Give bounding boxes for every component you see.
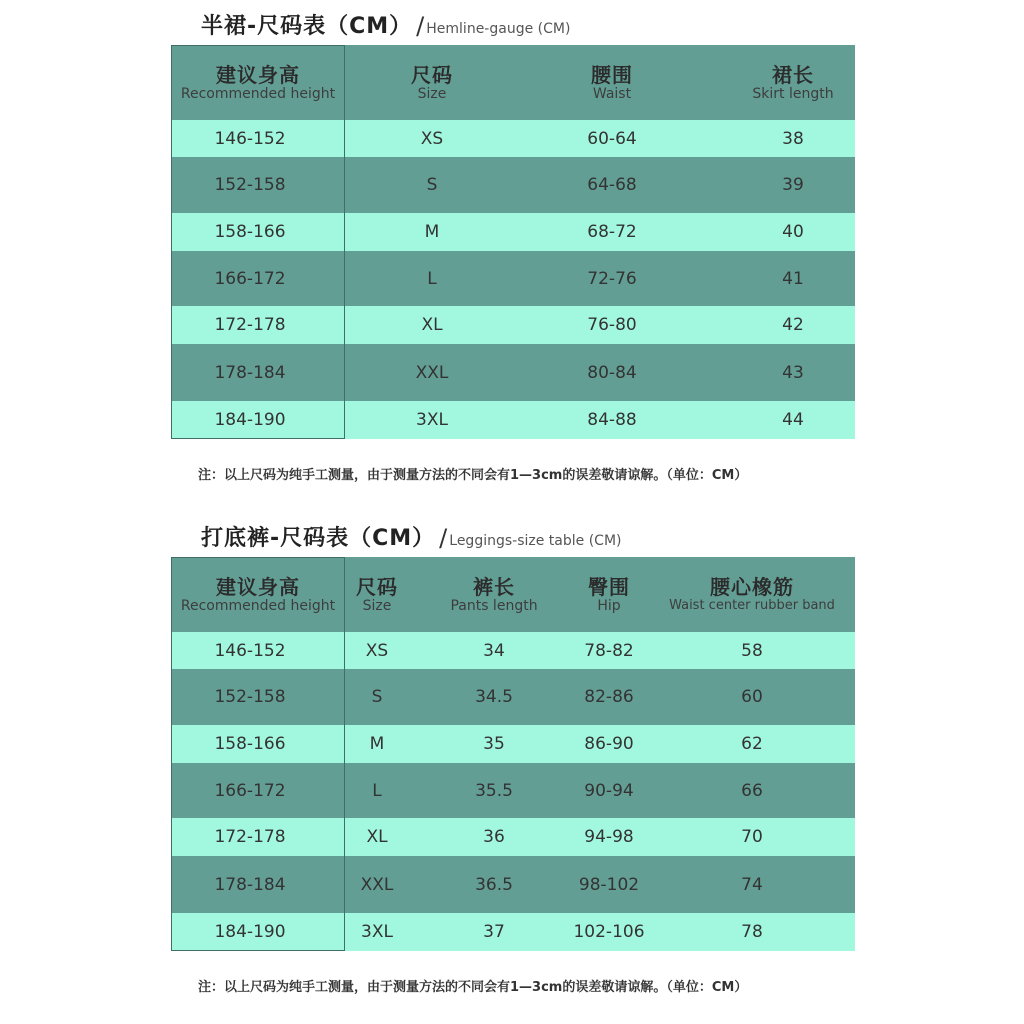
cell-pants-length: 36.5 [475,874,513,895]
table-header [171,557,855,632]
cell-hip: 78-82 [584,640,634,661]
title-separator: / [439,524,448,552]
header-en: Waist center rubber band [669,597,835,613]
header-zh: 腰心橡筋 [710,574,794,599]
header-pants-length [439,557,549,632]
cell-size: M [369,734,385,754]
cell-size: 3XL [416,410,448,430]
cell-height: 178-184 [214,362,286,383]
table-row [171,251,855,306]
table-row [171,213,855,251]
leggings-measurement-note: 注：以上尺码为纯手工测量，由于测量方法的不同会有1—3cm的误差敬请谅解。（单位：CM） [198,980,748,995]
table-row [171,120,855,157]
header-size [345,45,519,120]
cell-pants-length: 34 [483,640,505,661]
cell-hip: 82-86 [584,687,634,707]
header-en: Size [417,85,447,102]
cell-waist-band: 78 [741,922,763,942]
cell-height: 166-172 [214,780,286,801]
skirt-title-zh: 半裙-尺码表（CM） [201,14,413,39]
table-header [171,45,855,120]
leggings-size-section [171,522,855,1002]
title-separator: / [416,12,425,40]
cell-skirt-length: 44 [782,410,804,430]
header-waist [519,45,705,120]
leggings-title-en: Leggings-size table (CM) [449,533,622,549]
cell-skirt-length: 42 [782,315,804,335]
cell-hip: 98-102 [578,874,640,895]
cell-waist-band: 60 [741,687,763,707]
cell-waist-band: 74 [741,874,763,895]
skirt-size-table [171,45,855,440]
cell-height: 158-166 [214,734,286,754]
cell-waist-band: 70 [741,827,763,847]
table-row [171,669,855,725]
skirt-title [201,10,570,40]
header-en: Pants length [450,597,538,614]
header-zh: 建议身高 [216,62,300,87]
leggings-title [201,522,621,552]
header-recommended-height [171,45,345,120]
cell-height: 172-178 [214,827,286,847]
header-zh: 裙长 [772,62,814,87]
cell-waist: 68-72 [587,222,637,242]
cell-size: XS [365,640,389,661]
cell-waist-band: 62 [741,734,763,754]
cell-waist: 84-88 [587,410,637,430]
cell-size: XL [421,315,443,335]
cell-pants-length: 37 [483,922,505,942]
leggings-title-zh: 打底裤-尺码表（CM） [201,526,436,551]
cell-height: 152-158 [214,175,286,195]
header-en: Recommended height [180,85,336,102]
cell-hip: 102-106 [573,922,645,942]
cell-size: XL [366,827,388,847]
table-row [171,632,855,669]
cell-hip: 86-90 [584,734,634,754]
cell-size: XS [420,128,444,149]
cell-size: XXL [415,362,449,383]
cell-height: 158-166 [214,222,286,242]
cell-skirt-length: 40 [782,222,804,242]
header-hip [569,557,649,632]
cell-waist: 72-76 [587,268,637,289]
cell-skirt-length: 43 [782,362,804,383]
cell-height: 146-152 [214,128,286,149]
cell-height: 166-172 [214,268,286,289]
cell-skirt-length: 41 [782,268,804,289]
cell-waist: 80-84 [587,362,637,383]
cell-size: L [427,268,437,289]
cell-size: S [371,687,383,707]
header-skirt-length [705,45,881,120]
table-row [171,818,855,856]
header-waist-rubber-band [649,557,855,632]
cell-height: 146-152 [214,640,286,661]
cell-pants-length: 35 [483,734,505,754]
header-zh: 尺码 [356,574,398,599]
header-recommended-height [171,557,345,632]
table-row [171,913,855,951]
cell-waist-band: 58 [741,640,763,661]
cell-pants-length: 35.5 [475,780,513,801]
cell-hip: 90-94 [584,780,634,801]
header-zh: 腰围 [591,62,633,87]
header-size [345,557,409,632]
header-zh: 建议身高 [216,574,300,599]
table-row [171,157,855,213]
cell-height: 184-190 [214,410,286,430]
table-row [171,344,855,401]
header-en: Size [362,597,392,614]
cell-height: 152-158 [214,687,286,707]
cell-waist: 76-80 [587,315,637,335]
table-row [171,401,855,439]
table-row [171,306,855,344]
cell-height: 178-184 [214,874,286,895]
cell-waist-band: 66 [741,780,763,801]
header-zh: 臀围 [588,574,630,599]
cell-size: L [372,780,382,801]
cell-skirt-length: 38 [782,128,804,149]
cell-pants-length: 36 [483,827,505,847]
cell-size: 3XL [361,922,393,942]
header-zh: 裤长 [473,574,515,599]
header-en: Waist [592,85,632,102]
table-row [171,725,855,763]
skirt-measurement-note: 注：以上尺码为纯手工测量，由于测量方法的不同会有1—3cm的误差敬请谅解。（单位：CM） [198,468,748,483]
header-zh: 尺码 [411,62,453,87]
cell-waist: 60-64 [587,128,637,149]
cell-pants-length: 34.5 [475,687,513,707]
cell-size: XXL [360,874,394,895]
table-row [171,763,855,818]
skirt-title-en: Hemline-gauge (CM) [426,21,571,37]
cell-size: S [426,175,438,195]
skirt-size-section [171,10,855,490]
cell-skirt-length: 39 [782,175,804,195]
cell-height: 184-190 [214,922,286,942]
cell-waist: 64-68 [587,175,637,195]
header-en: Hip [597,597,621,614]
cell-size: M [424,222,440,242]
cell-height: 172-178 [214,315,286,335]
table-row [171,856,855,913]
leggings-size-table [171,557,855,952]
header-en: Recommended height [180,597,336,614]
header-en: Skirt length [752,85,834,102]
cell-hip: 94-98 [584,827,634,847]
